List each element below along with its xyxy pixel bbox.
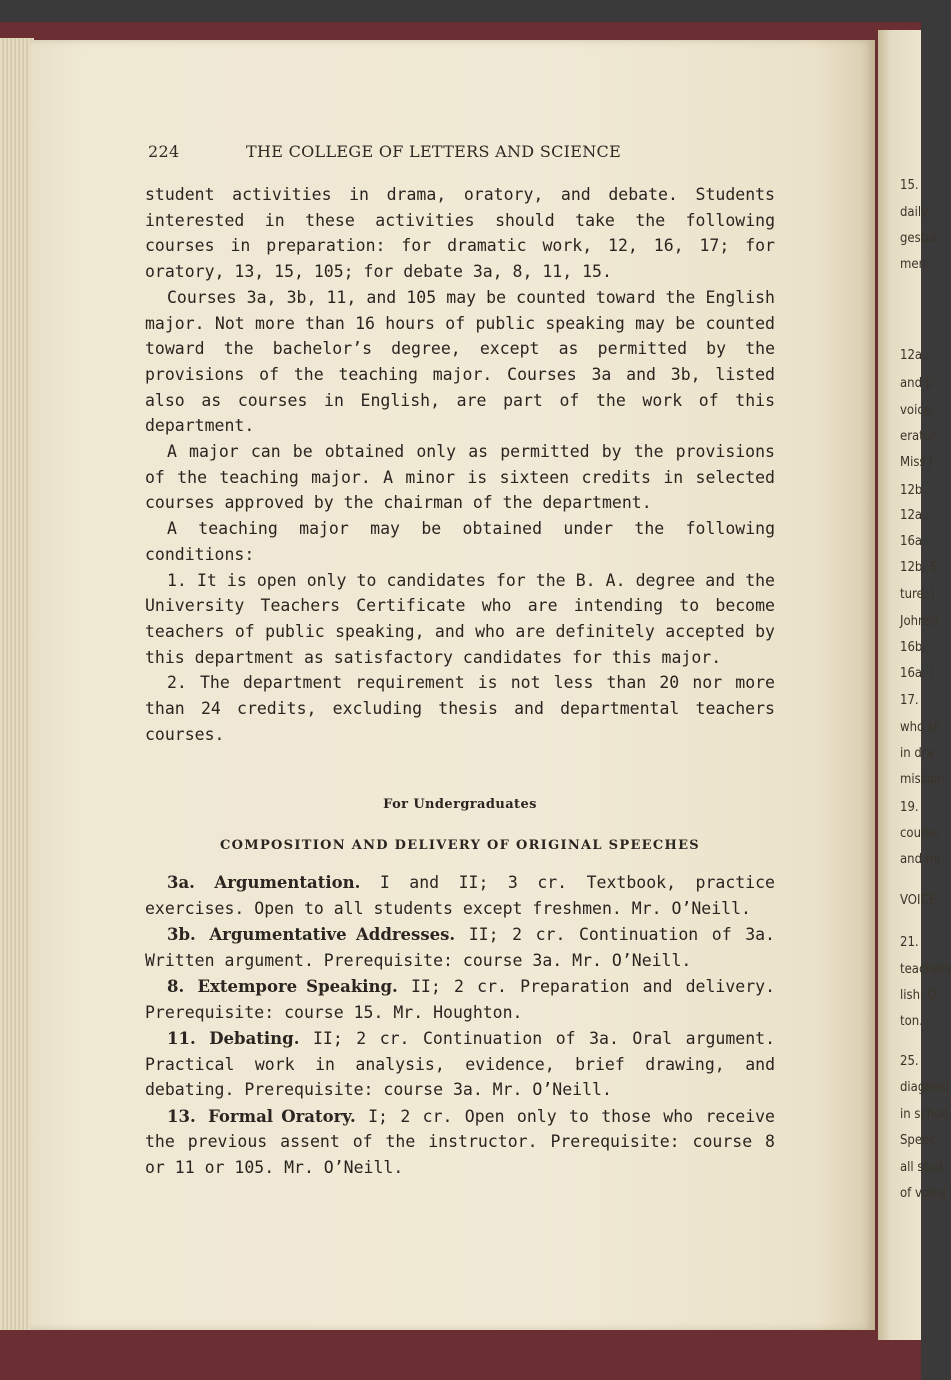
facing-page-fragment: in dra	[900, 746, 934, 761]
course-description: II; 2 cr. Continuation of 3a. Oral argument. Practical work in analysis, evidence, brief drawing, and debating. Prerequisite: course 3a. Mr. O’Neill.	[145, 1029, 776, 1099]
page-edges	[0, 38, 34, 1330]
facing-page-fragment: diagnosi	[900, 1080, 950, 1095]
facing-page-fragment: 12b	[900, 483, 923, 498]
numbered-condition: 1. It is open only to candidates for the B. A. degree and the University Teachers Certificate who are intending to become teachers of public speaking, and who are definitely accepted by this department as satisfactory candidates for this major.	[145, 570, 775, 667]
facing-page-strip	[878, 30, 951, 1340]
facing-page-fragment: 16a.	[900, 534, 926, 549]
course-entry	[145, 974, 775, 1025]
facing-page-fragment: course	[900, 826, 940, 841]
facing-page-fragment: ton.	[900, 1014, 923, 1029]
facing-page-fragment: who sh	[900, 720, 942, 735]
facing-page-fragment: 16a. I	[900, 666, 933, 681]
facing-page-fragment: eratur	[900, 429, 936, 444]
facing-page-fragment: Speec	[900, 1133, 936, 1148]
body-text	[145, 182, 775, 747]
course-description: I; 2 cr. Open only to those who receive the previous assent of the instructor. Prerequisite: course 8 or 11 or 105. Mr. O’Neill.	[145, 1106, 775, 1177]
facing-page-fragment: 12b. S	[900, 560, 938, 575]
course-number: 11.	[167, 1029, 196, 1048]
facing-page-fragment: mission	[900, 772, 945, 787]
facing-page-fragment: and p	[900, 376, 934, 391]
course-entry	[145, 1104, 775, 1181]
course-name: Debating.	[209, 1029, 300, 1048]
facing-page-fragment: voice.	[900, 403, 935, 418]
facing-page-fragment: of voice	[900, 1186, 946, 1201]
course-entry	[145, 1026, 775, 1103]
facing-page-fragment: in schoo	[900, 1107, 949, 1122]
facing-page-fragment: men.	[900, 257, 930, 272]
course-name: Extempore Speaking.	[197, 977, 398, 996]
facing-page-fragment: 12a.	[900, 508, 926, 523]
section-subheading: For Undergraduates	[383, 797, 537, 812]
section-heading: COMPOSITION AND DELIVERY OF ORIGINAL SPEECHES	[219, 838, 700, 853]
facing-page-fragment: teachers	[900, 962, 951, 977]
running-title: THE COLLEGE OF LETTERS AND SCIENCE	[246, 142, 622, 161]
facing-page-fragment: daily	[900, 205, 929, 220]
course-entry	[145, 922, 775, 973]
facing-page-fragment: ture. I	[900, 587, 935, 602]
course-name: Formal Oratory.	[208, 1106, 356, 1126]
page-number: 224	[148, 142, 180, 161]
facing-page-fragment: VOICE	[900, 893, 936, 908]
facing-page-fragment: 15.	[900, 178, 919, 193]
facing-page-fragment: 25.	[900, 1054, 919, 1069]
paragraph: Courses 3a, 3b, 11, and 105 may be counted toward the English major. Not more than 16 hours of public speaking may be counted toward the bachelor’s degree, except as permitted by the provisions of the teaching major. Courses 3a and 3b, listed also as courses in English, are part of the work of this department.	[145, 287, 775, 436]
course-number: 3a.	[167, 873, 195, 892]
paragraph: A major can be obtained only as permitted by the provisions of the teaching major. A minor is sixteen credits in selected courses approved by the chairman of the department.	[145, 442, 775, 513]
course-name: Argumentation.	[214, 873, 361, 892]
facing-page-fragment: gestur	[900, 231, 938, 246]
facing-page-fragment: 19.	[900, 800, 919, 815]
course-description: I and II; 3 cr. Textbook, practice exercises. Open to all students except freshmen. Mr. O’Neill.	[145, 873, 775, 918]
numbered-condition: 2. The department requirement is not less than 20 nor more than 24 credits, excluding thesis and departmental teachers courses.	[145, 673, 775, 744]
facing-page-fragment: Miss J	[900, 455, 933, 470]
course-name: Argumentative Addresses.	[209, 925, 456, 944]
facing-page-fragment: 17.	[900, 693, 919, 708]
facing-page-fragment: and mi	[900, 852, 941, 867]
facing-page-fragment: 12a.	[900, 348, 926, 363]
paragraph: A teaching major may be obtained under the following conditions:	[145, 519, 775, 564]
facing-page-fragment: 21.	[900, 935, 919, 950]
facing-page-fragment: lish. O	[900, 988, 937, 1003]
facing-page-fragment: 16b.	[900, 640, 927, 655]
paragraph: student activities in drama, oratory, and debate. Students interested in these activities should take the following courses in preparation: for dramatic work, 12, 16, 17; for oratory, 13, 15, 105; for debate 3a, 8, 11, 15.	[145, 185, 775, 282]
course-number: 3b.	[167, 925, 196, 944]
course-number: 8.	[167, 977, 185, 996]
facing-page-fragment: all stud	[900, 1160, 943, 1175]
course-description: II; 2 cr. Continuation of 3a. Written argument. Prerequisite: course 3a. Mr. O’Neill.	[145, 925, 775, 970]
course-list	[145, 870, 775, 1181]
facing-page-fragment: Johnso	[900, 614, 939, 629]
course-description: II; 2 cr. Preparation and delivery. Prerequisite: course 15. Mr. Houghton.	[145, 977, 776, 1022]
course-entry	[145, 870, 775, 921]
course-number: 13.	[167, 1106, 196, 1126]
